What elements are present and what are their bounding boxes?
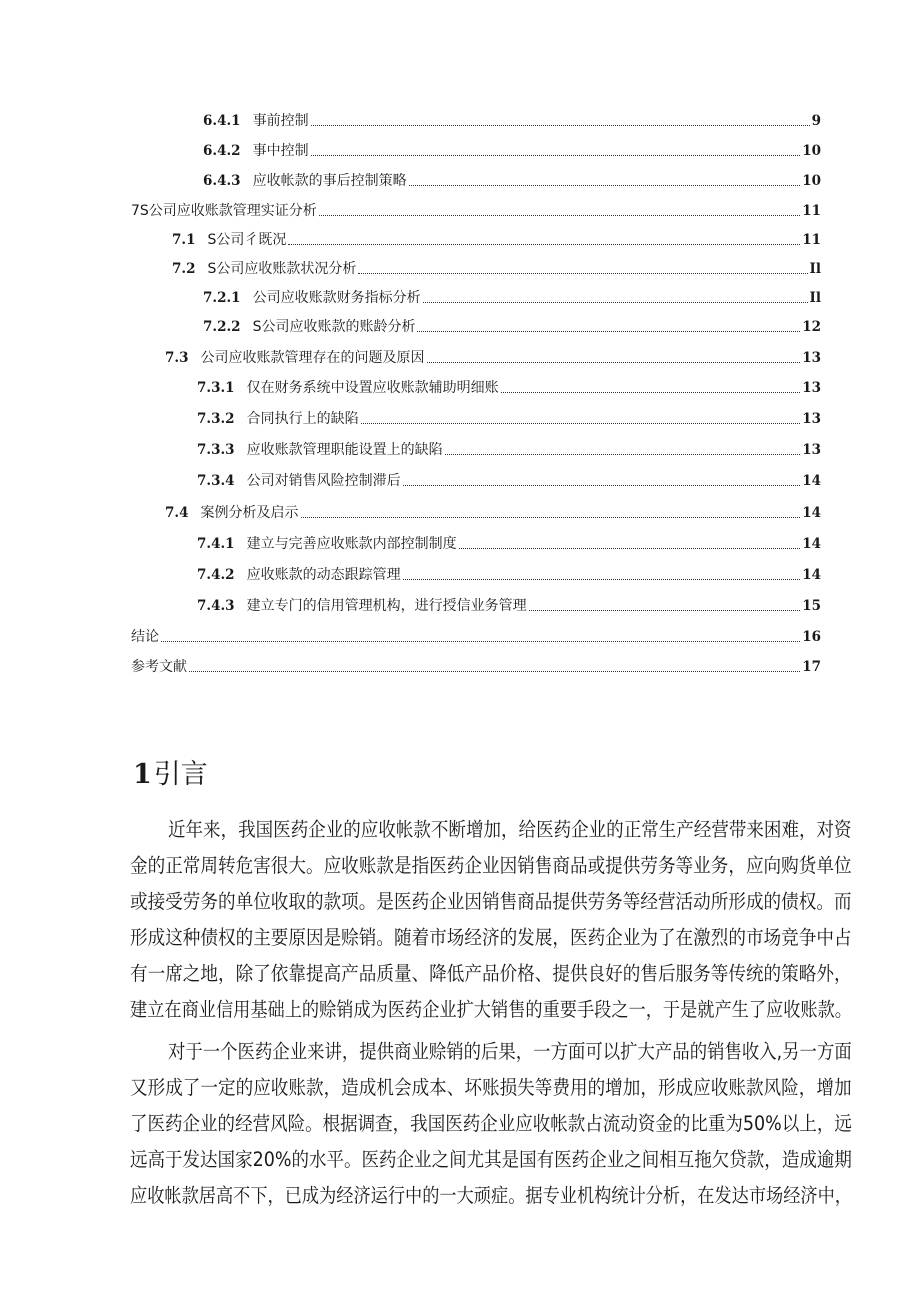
toc-entry-number: 6.4.2	[203, 143, 241, 159]
toc-entry-title: 公司对销售风险控制滞后	[246, 473, 401, 489]
toc-entry-title: 事中控制	[252, 143, 309, 159]
toc-leader-dots	[403, 575, 801, 580]
toc-entry-title: 结论	[131, 629, 159, 645]
toc-entry[interactable]	[165, 348, 821, 368]
toc-entry-page: 11	[802, 232, 821, 248]
paragraph-line: 对于一个医药企业来讲，提供商业赊销的后果，一方面可以扩大产品的销售收入,另一方面	[168, 1040, 852, 1063]
toc-entry-page: 13	[802, 411, 821, 427]
toc-entry-page: 14	[802, 567, 821, 583]
toc-leader-dots	[445, 450, 801, 455]
toc-leader-dots	[501, 388, 801, 393]
section-title: 引言	[153, 759, 208, 790]
toc-entry[interactable]	[172, 230, 821, 250]
toc-entry-page: 9	[811, 113, 821, 129]
toc-entry-number: 7.4	[165, 505, 189, 521]
paragraph-line: 或接受劳务的单位收取的款项。是医药企业因销售商品提供劳务等经营活动所形成的债权。而	[130, 890, 852, 913]
toc-entry[interactable]	[131, 201, 821, 221]
toc-entry[interactable]	[197, 596, 821, 616]
toc-leader-dots	[417, 327, 800, 332]
toc-leader-dots	[361, 419, 801, 424]
toc-entry-page: 10	[802, 143, 821, 159]
paragraph-line: 有一席之地，除了依靠提高产品质量、降低产品价格、提供良好的售后服务等传统的策略外，	[130, 962, 852, 985]
toc-leader-dots	[288, 240, 800, 245]
toc-entry-number: 6.4.3	[203, 173, 241, 189]
paragraph-line: 远高于发达国家20%的水平。医药企业之间尤其是国有医药企业之间相互拖欠贷款，造成逾期	[130, 1148, 852, 1171]
toc-entry-title: 合同执行上的缺陷	[246, 411, 359, 427]
toc-entry-title: 参考文献	[131, 659, 187, 675]
toc-leader-dots	[301, 513, 801, 518]
toc-entry-page: 13	[802, 442, 821, 458]
toc-entry-number: 7.3.4	[197, 473, 235, 489]
toc-entry-title: 事前控制	[252, 113, 309, 129]
toc-entry-title: 案例分析及启示	[200, 505, 299, 521]
toc-entry-page: 14	[802, 505, 821, 521]
toc-entry-title: 应收账款管理职能设置上的缺陷	[246, 442, 443, 458]
paragraph-line: 又形成了一定的应收账款，造成机会成本、坏账损失等费用的增加，形成应收账款风险，增加	[130, 1076, 852, 1099]
toc-entry-number: 7.1	[172, 232, 196, 248]
toc-leader-dots	[311, 121, 810, 126]
toc-entry-number: 6.4.1	[203, 113, 241, 129]
toc-entry-number: 7.2.2	[203, 319, 241, 335]
paragraph-line: 了医药企业的经营风险。根据调查，我国医药企业应收帐款占流动资金的比重为50%以上，远	[130, 1112, 852, 1135]
section-number: 1	[133, 759, 152, 790]
toc-leader-dots	[409, 181, 801, 186]
toc-entry-title: 公司应收账款财务指标分析	[252, 290, 421, 306]
toc-entry-number: 7.3	[165, 350, 189, 366]
toc-entry[interactable]	[131, 657, 821, 677]
toc-entry-number: 7.4.1	[197, 536, 235, 552]
toc-entry-title: S公司应收账款的账龄分析	[252, 319, 416, 335]
section-heading	[133, 757, 208, 793]
toc-entry-title: 建立与完善应收账款内部控制制度	[246, 536, 457, 552]
toc-leader-dots	[427, 358, 801, 363]
toc-leader-dots	[319, 211, 800, 216]
toc-entry-number: 7.4.3	[197, 598, 235, 614]
toc-entry-title: S公司应收账款状况分析	[207, 261, 357, 277]
toc-entry-page: 13	[802, 350, 821, 366]
toc-entry[interactable]	[197, 565, 821, 585]
toc-entry-title: 应收账款的动态跟踪管理	[246, 567, 401, 583]
toc-entry-page: 16	[802, 629, 821, 645]
toc-leader-dots	[189, 667, 800, 672]
toc-entry-number: 7.3.2	[197, 411, 235, 427]
toc-entry-title: 仅在财务系统中设置应收账款辅助明细账	[246, 380, 499, 396]
toc-entry-page: 12	[802, 319, 821, 335]
toc-entry[interactable]	[203, 141, 821, 161]
toc-entry-number: 7.4.2	[197, 567, 235, 583]
toc-entry-page: 15	[802, 598, 821, 614]
toc-leader-dots	[459, 544, 801, 549]
toc-entry[interactable]	[197, 409, 821, 429]
toc-entry-title: S公司彳既况	[207, 232, 287, 248]
paragraph-line: 金的正常周转危害很大。应收账款是指医药企业因销售商品或提供劳务等业务，应向购货单位	[130, 854, 852, 877]
toc-entry[interactable]	[197, 440, 821, 460]
toc-leader-dots	[403, 481, 801, 486]
toc-entry-number: 7.3.1	[197, 380, 235, 396]
toc-entry-page: 14	[802, 536, 821, 552]
toc-entry[interactable]	[203, 317, 821, 337]
toc-entry-page: 13	[802, 380, 821, 396]
toc-entry-page: 10	[802, 173, 821, 189]
toc-entry[interactable]	[197, 378, 821, 398]
toc-entry[interactable]	[203, 288, 821, 308]
toc-entry-page: Il	[809, 261, 821, 277]
toc-entry-page: 11	[802, 203, 821, 219]
toc-entry[interactable]	[203, 111, 821, 131]
toc-entry-page: 14	[802, 473, 821, 489]
toc-entry-number: 7.2	[172, 261, 196, 277]
toc-leader-dots	[311, 151, 801, 156]
toc-entry-page: Il	[809, 290, 821, 306]
toc-entry-title: 公司应收账款管理存在的问题及原因	[200, 350, 425, 366]
toc-leader-dots	[161, 637, 800, 642]
toc-entry[interactable]	[165, 503, 821, 523]
toc-entry-number: 7.2.1	[203, 290, 241, 306]
toc-leader-dots	[358, 269, 807, 274]
toc-entry-page: 17	[802, 659, 821, 675]
toc-entry[interactable]	[197, 471, 821, 491]
toc-entry[interactable]	[197, 534, 821, 554]
toc-entry-number: 7.3.3	[197, 442, 235, 458]
paragraph-line: 近年来，我国医药企业的应收帐款不断增加，给医药企业的正常生产经营带来困难，对资	[168, 818, 852, 841]
toc-entry-title: 7S公司应收账款管理实证分析	[131, 203, 317, 219]
toc-entry[interactable]	[203, 171, 821, 191]
toc-entry[interactable]	[131, 627, 821, 647]
paragraph-line: 应收帐款居高不下，已成为经济运行中的一大顽症。据专业机构统计分析，在发达市场经济中，	[130, 1184, 853, 1207]
toc-leader-dots	[423, 298, 808, 303]
paragraph-line: 形成这种债权的主要原因是赊销。随着市场经济的发展，医药企业为了在激烈的市场竞争中占	[130, 926, 852, 949]
toc-entry-title: 应收帐款的事后控制策略	[252, 173, 407, 189]
toc-entry-title: 建立专门的信用管理机构，进行授信业务管理	[246, 598, 527, 614]
paragraph-line: 建立在商业信用基础上的赊销成为医药企业扩大销售的重要手段之一，于是就产生了应收账款。	[130, 998, 853, 1021]
toc-leader-dots	[529, 606, 801, 611]
toc-entry[interactable]	[172, 259, 821, 279]
